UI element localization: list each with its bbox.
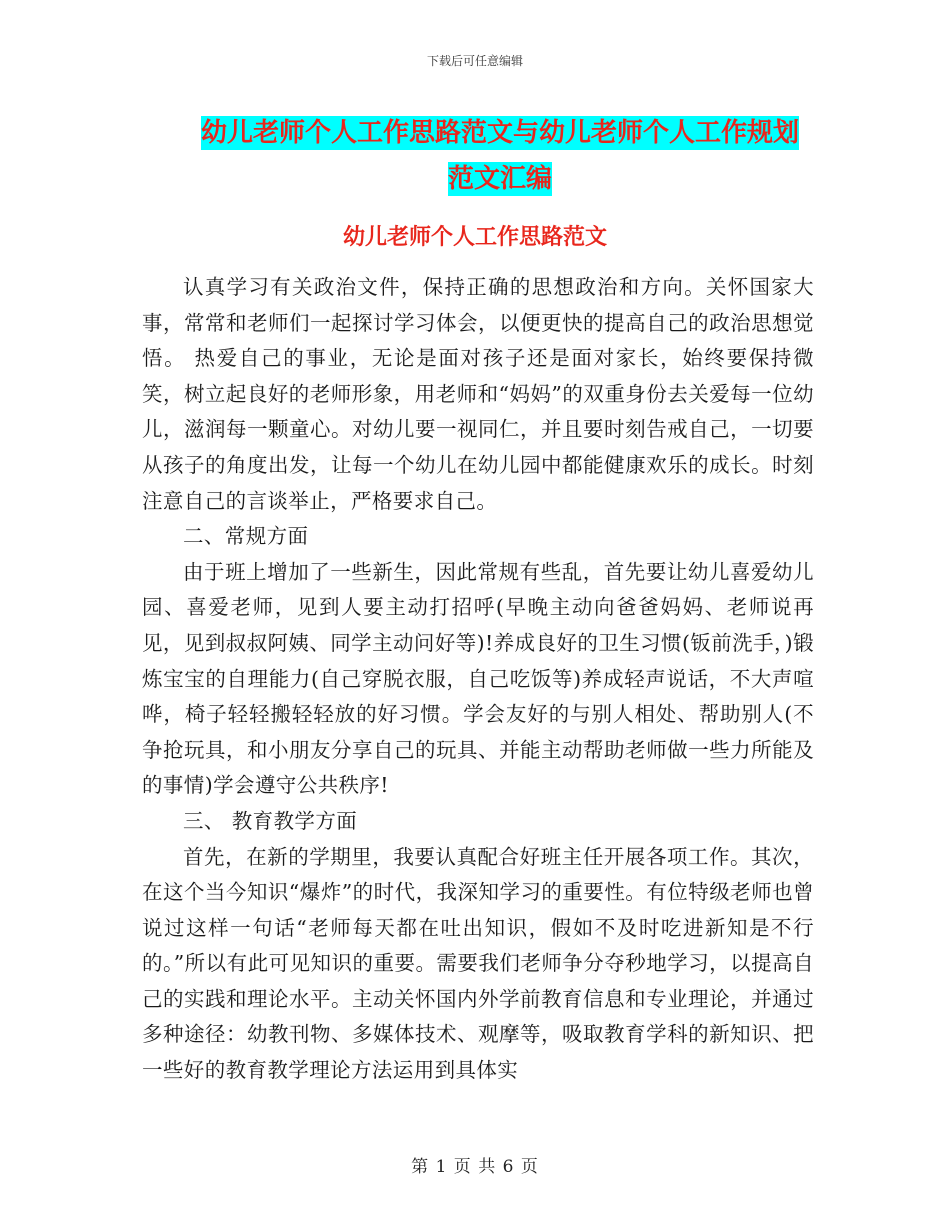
document-title xyxy=(140,110,860,202)
page-footer: 第 1 页 共 6 页 xyxy=(411,1157,539,1177)
paragraph: 认真学习有关政治文件，保持正确的思想政治和方向。关怀国家大事，常常和老师们一起探讨学习体会，以便更快的提高自己的政治思想觉悟。 热爱自己的事业，无论是面对孩子还是面对家长，始终要保持微笑，树立起良好的老师形象，用老师和“妈妈”的双重身份去关爱每一位幼儿，滋润每一颗童心。对幼儿要一视同仁，并且要时刻告戒自己，一切要从孩子的角度出发，让每一个幼儿在幼儿园中都能健康欢乐的成长。时刻注意自己的言谈举止，严格要求自己。 xyxy=(142,275,814,513)
page-header: 下载后可任意编辑 xyxy=(426,54,523,68)
document-body xyxy=(142,270,814,1089)
paragraph: 由于班上增加了一些新生，因此常规有些乱，首先要让幼儿喜爱幼儿园、喜爱老师，见到人要主动打招呼(早晚主动向爸爸妈妈、老师说再见，见到叔叔阿姨、同学主动问好等)!养成良好的卫生习惯(钣前洗手，)锻炼宝宝的自理能力(自己穿脱衣服，自己吃饭等)养成轻声说话，不大声喧哗，椅子轻轻搬轻轻放的好习惯。学会友好的与别人相处、帮助别人(不争抢玩具，和小朋友分享自己的玩具、并能主动帮助老师做一些力所能及的事情)学会遵守公共秩序! xyxy=(142,559,814,798)
title-line-2: 范文汇编 xyxy=(447,164,552,194)
paragraph: 三、 教育教学方面 xyxy=(183,808,358,833)
paragraph: 首先，在新的学期里，我要认真配合好班主任开展各项工作。其次，在这个当今知识“爆炸”的时代，我深知学习的重要性。有位特级老师也曾说过这样一句话“老师每天都在吐出知识，假如不及时吃进新知是不行的。”所以有此可见知识的重要。需要我们老师争分夺秒地学习，以提高自己的实践和理论水平。主动关怀国内外学前教育信息和专业理论，并通过多种途径：幼教刊物、多媒体技术、观摩等，吸取教育学科的新知识、把一些好的教育教学理论方法运用到具体实 xyxy=(142,844,814,1083)
section-heading: 幼儿老师个人工作思路范文 xyxy=(342,225,607,250)
title-line-1: 幼儿老师个人工作思路范文与幼儿老师个人工作规划 xyxy=(200,118,799,148)
paragraph: 二、常规方面 xyxy=(183,524,309,549)
